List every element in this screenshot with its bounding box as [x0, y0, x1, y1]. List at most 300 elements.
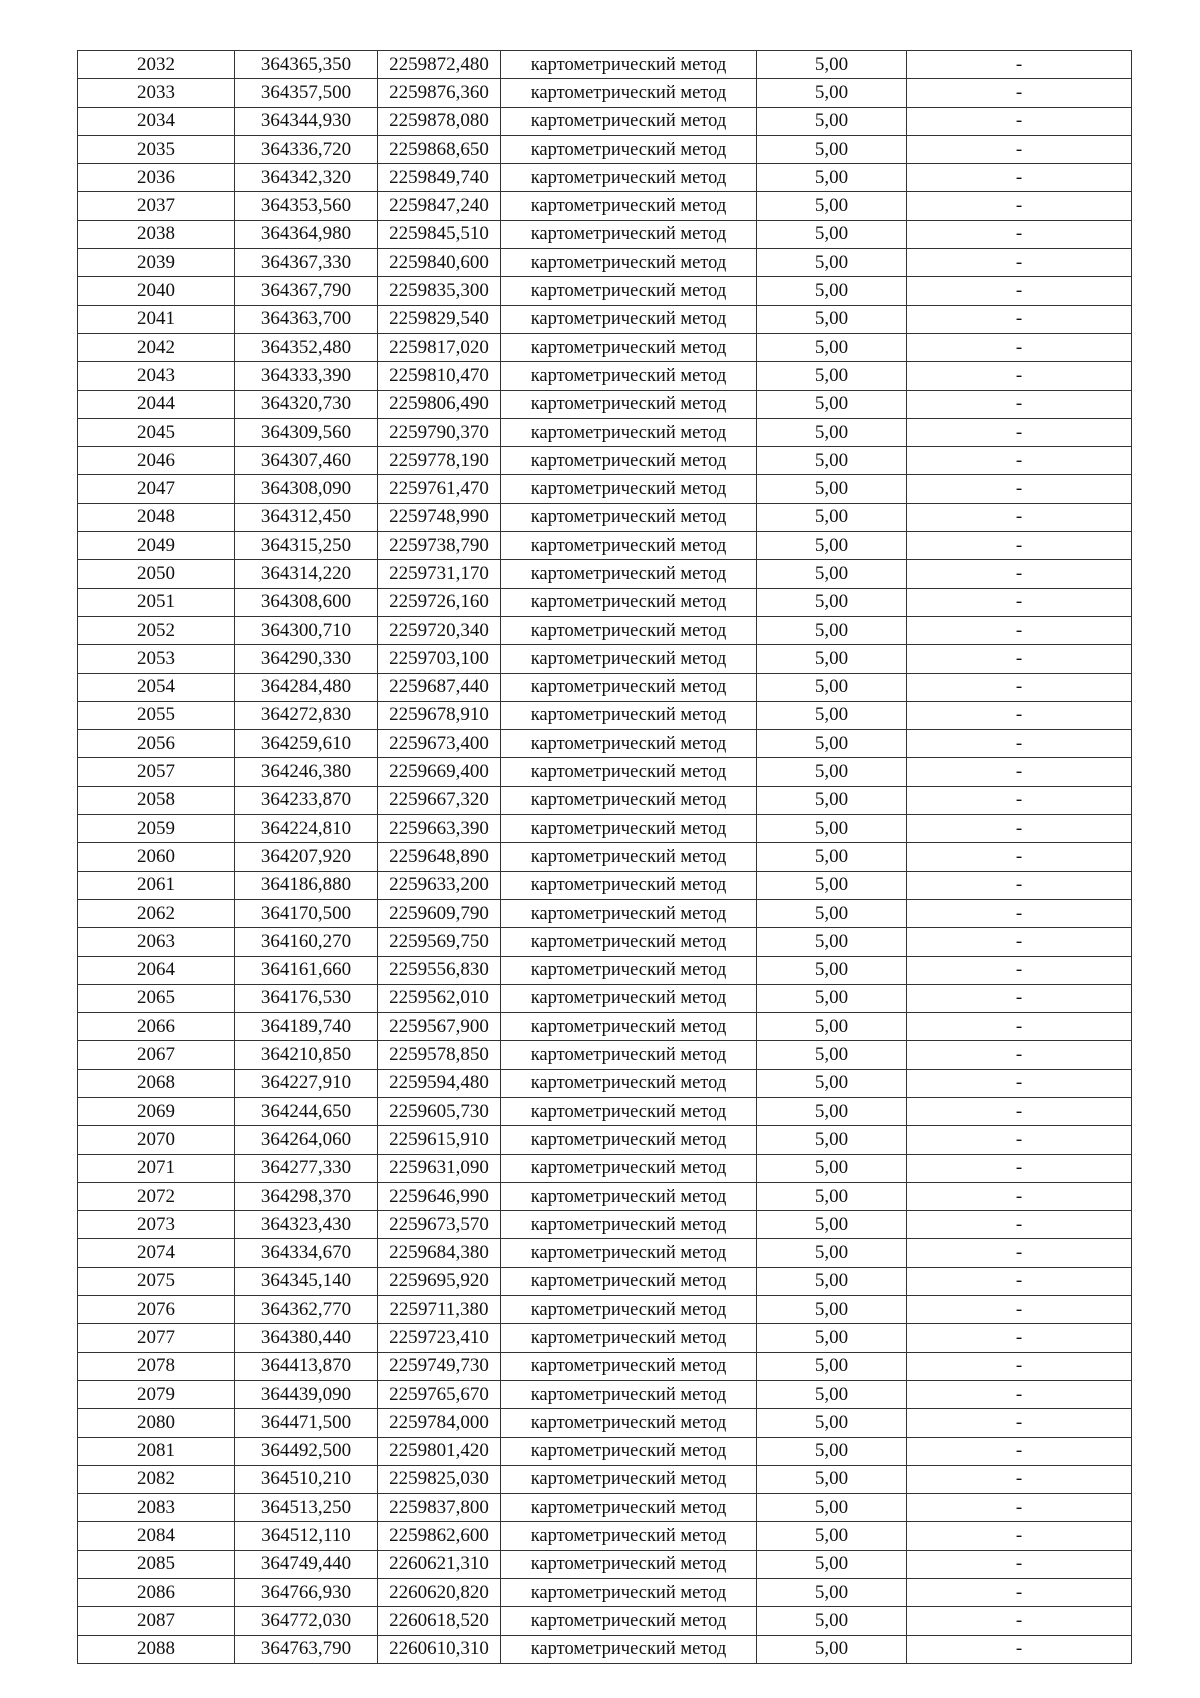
note-cell: -: [907, 51, 1132, 79]
point-number-cell: 2033: [78, 79, 235, 107]
point-number-cell: 2060: [78, 843, 235, 871]
method-cell: картометрический метод: [501, 1380, 757, 1408]
table-row: [78, 871, 1132, 899]
method-cell: картометрический метод: [501, 1522, 757, 1550]
coordinate-x-cell: 364763,790: [235, 1635, 378, 1663]
accuracy-cell: 5,00: [757, 1380, 907, 1408]
accuracy-cell: 5,00: [757, 1437, 907, 1465]
accuracy-cell: 5,00: [757, 588, 907, 616]
method-cell: картометрический метод: [501, 447, 757, 475]
coordinate-x-cell: 364471,500: [235, 1409, 378, 1437]
table-row: [78, 815, 1132, 843]
point-number-cell: 2046: [78, 447, 235, 475]
coordinate-y-cell: 2259765,670: [378, 1380, 501, 1408]
coordinate-y-cell: 2259631,090: [378, 1154, 501, 1182]
method-cell: картометрический метод: [501, 107, 757, 135]
table-row: [78, 475, 1132, 503]
point-number-cell: 2066: [78, 1013, 235, 1041]
coordinates-table: [77, 50, 1132, 1664]
point-number-cell: 2053: [78, 645, 235, 673]
accuracy-cell: 5,00: [757, 701, 907, 729]
method-cell: картометрический метод: [501, 418, 757, 446]
table-row: [78, 1239, 1132, 1267]
note-cell: -: [907, 928, 1132, 956]
method-cell: картометрический метод: [501, 305, 757, 333]
note-cell: -: [907, 1126, 1132, 1154]
accuracy-cell: 5,00: [757, 984, 907, 1012]
coordinate-x-cell: 364186,880: [235, 871, 378, 899]
coordinate-y-cell: 2259562,010: [378, 984, 501, 1012]
table-row: [78, 1182, 1132, 1210]
table-row: [78, 1069, 1132, 1097]
note-cell: -: [907, 1409, 1132, 1437]
point-number-cell: 2032: [78, 51, 235, 79]
table-row: [78, 362, 1132, 390]
coordinate-x-cell: 364308,090: [235, 475, 378, 503]
coordinate-y-cell: 2259673,570: [378, 1211, 501, 1239]
method-cell: картометрический метод: [501, 673, 757, 701]
coordinate-y-cell: 2259648,890: [378, 843, 501, 871]
coordinate-y-cell: 2259726,160: [378, 588, 501, 616]
coordinate-x-cell: 364233,870: [235, 786, 378, 814]
note-cell: -: [907, 1239, 1132, 1267]
coordinate-x-cell: 364357,500: [235, 79, 378, 107]
method-cell: картометрический метод: [501, 1296, 757, 1324]
coordinate-y-cell: 2259556,830: [378, 956, 501, 984]
point-number-cell: 2080: [78, 1409, 235, 1437]
table-row: [78, 645, 1132, 673]
method-cell: картометрический метод: [501, 277, 757, 305]
point-number-cell: 2050: [78, 560, 235, 588]
table-row: [78, 588, 1132, 616]
point-number-cell: 2063: [78, 928, 235, 956]
coordinate-x-cell: 364362,770: [235, 1296, 378, 1324]
coordinate-y-cell: 2259837,800: [378, 1494, 501, 1522]
method-cell: картометрический метод: [501, 1550, 757, 1578]
method-cell: картометрический метод: [501, 362, 757, 390]
coordinate-x-cell: 364364,980: [235, 220, 378, 248]
method-cell: картометрический метод: [501, 1579, 757, 1607]
coordinate-y-cell: 2259703,100: [378, 645, 501, 673]
accuracy-cell: 5,00: [757, 928, 907, 956]
point-number-cell: 2035: [78, 135, 235, 163]
table-row: [78, 928, 1132, 956]
note-cell: -: [907, 588, 1132, 616]
coordinate-y-cell: 2259569,750: [378, 928, 501, 956]
coordinate-y-cell: 2259790,370: [378, 418, 501, 446]
note-cell: -: [907, 1069, 1132, 1097]
table-row: [78, 899, 1132, 927]
coordinate-y-cell: 2259711,380: [378, 1296, 501, 1324]
point-number-cell: 2084: [78, 1522, 235, 1550]
coordinate-x-cell: 364210,850: [235, 1041, 378, 1069]
table-row: [78, 1267, 1132, 1295]
coordinate-y-cell: 2259784,000: [378, 1409, 501, 1437]
coordinate-x-cell: 364365,350: [235, 51, 378, 79]
method-cell: картометрический метод: [501, 871, 757, 899]
method-cell: картометрический метод: [501, 786, 757, 814]
accuracy-cell: 5,00: [757, 333, 907, 361]
method-cell: картометрический метод: [501, 1069, 757, 1097]
coordinate-x-cell: 364259,610: [235, 730, 378, 758]
table-row: [78, 1409, 1132, 1437]
accuracy-cell: 5,00: [757, 1211, 907, 1239]
coordinate-x-cell: 364439,090: [235, 1380, 378, 1408]
coordinate-y-cell: 2259609,790: [378, 899, 501, 927]
note-cell: -: [907, 815, 1132, 843]
table-row: [78, 843, 1132, 871]
coordinate-y-cell: 2259731,170: [378, 560, 501, 588]
coordinate-x-cell: 364749,440: [235, 1550, 378, 1578]
coordinate-y-cell: 2259868,650: [378, 135, 501, 163]
note-cell: -: [907, 164, 1132, 192]
coordinate-x-cell: 364161,660: [235, 956, 378, 984]
method-cell: картометрический метод: [501, 1097, 757, 1125]
coordinate-x-cell: 364492,500: [235, 1437, 378, 1465]
table-row: [78, 277, 1132, 305]
accuracy-cell: 5,00: [757, 645, 907, 673]
accuracy-cell: 5,00: [757, 1494, 907, 1522]
coordinate-y-cell: 2260620,820: [378, 1579, 501, 1607]
note-cell: -: [907, 758, 1132, 786]
point-number-cell: 2083: [78, 1494, 235, 1522]
method-cell: картометрический метод: [501, 1182, 757, 1210]
table-row: [78, 107, 1132, 135]
method-cell: картометрический метод: [501, 333, 757, 361]
accuracy-cell: 5,00: [757, 1465, 907, 1493]
note-cell: -: [907, 475, 1132, 503]
accuracy-cell: 5,00: [757, 871, 907, 899]
method-cell: картометрический метод: [501, 390, 757, 418]
coordinate-y-cell: 2259678,910: [378, 701, 501, 729]
table-row: [78, 503, 1132, 531]
point-number-cell: 2054: [78, 673, 235, 701]
table-row: [78, 1550, 1132, 1578]
accuracy-cell: 5,00: [757, 899, 907, 927]
coordinate-x-cell: 364298,370: [235, 1182, 378, 1210]
table-row: [78, 1352, 1132, 1380]
coordinate-y-cell: 2259801,420: [378, 1437, 501, 1465]
point-number-cell: 2087: [78, 1607, 235, 1635]
coordinate-y-cell: 2259749,730: [378, 1352, 501, 1380]
coordinate-x-cell: 364176,530: [235, 984, 378, 1012]
point-number-cell: 2069: [78, 1097, 235, 1125]
method-cell: картометрический метод: [501, 1324, 757, 1352]
table-row: [78, 135, 1132, 163]
coordinate-x-cell: 364353,560: [235, 192, 378, 220]
accuracy-cell: 5,00: [757, 1607, 907, 1635]
point-number-cell: 2075: [78, 1267, 235, 1295]
coordinate-y-cell: 2259829,540: [378, 305, 501, 333]
method-cell: картометрический метод: [501, 79, 757, 107]
coordinate-y-cell: 2259695,920: [378, 1267, 501, 1295]
note-cell: -: [907, 503, 1132, 531]
coordinate-x-cell: 364312,450: [235, 503, 378, 531]
table-row: [78, 1154, 1132, 1182]
note-cell: -: [907, 843, 1132, 871]
coordinate-x-cell: 364284,480: [235, 673, 378, 701]
point-number-cell: 2052: [78, 616, 235, 644]
method-cell: картометрический метод: [501, 1126, 757, 1154]
coordinate-y-cell: 2259845,510: [378, 220, 501, 248]
accuracy-cell: 5,00: [757, 1267, 907, 1295]
point-number-cell: 2081: [78, 1437, 235, 1465]
point-number-cell: 2073: [78, 1211, 235, 1239]
note-cell: -: [907, 1324, 1132, 1352]
accuracy-cell: 5,00: [757, 1352, 907, 1380]
point-number-cell: 2064: [78, 956, 235, 984]
point-number-cell: 2037: [78, 192, 235, 220]
table-row: [78, 786, 1132, 814]
point-number-cell: 2041: [78, 305, 235, 333]
table-row: [78, 164, 1132, 192]
coordinate-y-cell: 2259825,030: [378, 1465, 501, 1493]
note-cell: -: [907, 1635, 1132, 1663]
accuracy-cell: 5,00: [757, 135, 907, 163]
coordinate-x-cell: 364345,140: [235, 1267, 378, 1295]
point-number-cell: 2085: [78, 1550, 235, 1578]
accuracy-cell: 5,00: [757, 249, 907, 277]
note-cell: -: [907, 1097, 1132, 1125]
method-cell: картометрический метод: [501, 1437, 757, 1465]
point-number-cell: 2070: [78, 1126, 235, 1154]
coordinate-x-cell: 364314,220: [235, 560, 378, 588]
accuracy-cell: 5,00: [757, 1522, 907, 1550]
table-body: [78, 51, 1132, 1664]
accuracy-cell: 5,00: [757, 1579, 907, 1607]
coordinate-x-cell: 364309,560: [235, 418, 378, 446]
point-number-cell: 2076: [78, 1296, 235, 1324]
note-cell: -: [907, 447, 1132, 475]
table-row: [78, 758, 1132, 786]
point-number-cell: 2068: [78, 1069, 235, 1097]
coordinate-x-cell: 364264,060: [235, 1126, 378, 1154]
method-cell: картометрический метод: [501, 503, 757, 531]
coordinate-y-cell: 2259817,020: [378, 333, 501, 361]
table-row: [78, 51, 1132, 79]
point-number-cell: 2047: [78, 475, 235, 503]
note-cell: -: [907, 673, 1132, 701]
method-cell: картометрический метод: [501, 758, 757, 786]
point-number-cell: 2065: [78, 984, 235, 1012]
coordinate-y-cell: 2259667,320: [378, 786, 501, 814]
table-row: [78, 220, 1132, 248]
note-cell: -: [907, 1211, 1132, 1239]
coordinate-y-cell: 2259687,440: [378, 673, 501, 701]
note-cell: -: [907, 362, 1132, 390]
note-cell: -: [907, 107, 1132, 135]
coordinate-y-cell: 2259849,740: [378, 164, 501, 192]
method-cell: картометрический метод: [501, 475, 757, 503]
method-cell: картометрический метод: [501, 1013, 757, 1041]
point-number-cell: 2056: [78, 730, 235, 758]
coordinate-x-cell: 364513,250: [235, 1494, 378, 1522]
coordinate-y-cell: 2259748,990: [378, 503, 501, 531]
accuracy-cell: 5,00: [757, 418, 907, 446]
method-cell: картометрический метод: [501, 1465, 757, 1493]
table-row: [78, 1380, 1132, 1408]
table-row: [78, 1494, 1132, 1522]
coordinate-y-cell: 2259778,190: [378, 447, 501, 475]
table-row: [78, 1296, 1132, 1324]
table-row: [78, 1522, 1132, 1550]
table-row: [78, 616, 1132, 644]
coordinate-x-cell: 364344,930: [235, 107, 378, 135]
note-cell: -: [907, 277, 1132, 305]
coordinate-x-cell: 364512,110: [235, 1522, 378, 1550]
accuracy-cell: 5,00: [757, 843, 907, 871]
note-cell: -: [907, 984, 1132, 1012]
point-number-cell: 2086: [78, 1579, 235, 1607]
coordinate-y-cell: 2259669,400: [378, 758, 501, 786]
method-cell: картометрический метод: [501, 815, 757, 843]
coordinate-x-cell: 364367,330: [235, 249, 378, 277]
point-number-cell: 2055: [78, 701, 235, 729]
note-cell: -: [907, 1579, 1132, 1607]
method-cell: картометрический метод: [501, 1211, 757, 1239]
point-number-cell: 2071: [78, 1154, 235, 1182]
accuracy-cell: 5,00: [757, 1635, 907, 1663]
accuracy-cell: 5,00: [757, 305, 907, 333]
coordinate-y-cell: 2259862,600: [378, 1522, 501, 1550]
note-cell: -: [907, 1437, 1132, 1465]
accuracy-cell: 5,00: [757, 1409, 907, 1437]
method-cell: картометрический метод: [501, 532, 757, 560]
coordinate-x-cell: 364227,910: [235, 1069, 378, 1097]
note-cell: -: [907, 249, 1132, 277]
table-row: [78, 1211, 1132, 1239]
note-cell: -: [907, 560, 1132, 588]
note-cell: -: [907, 418, 1132, 446]
accuracy-cell: 5,00: [757, 1041, 907, 1069]
coordinate-y-cell: 2259605,730: [378, 1097, 501, 1125]
note-cell: -: [907, 956, 1132, 984]
note-cell: -: [907, 1041, 1132, 1069]
coordinate-y-cell: 2260621,310: [378, 1550, 501, 1578]
note-cell: -: [907, 786, 1132, 814]
coordinate-y-cell: 2259810,470: [378, 362, 501, 390]
table-row: [78, 192, 1132, 220]
point-number-cell: 2034: [78, 107, 235, 135]
accuracy-cell: 5,00: [757, 616, 907, 644]
accuracy-cell: 5,00: [757, 475, 907, 503]
table-row: [78, 1607, 1132, 1635]
method-cell: картометрический метод: [501, 51, 757, 79]
coordinate-x-cell: 364342,320: [235, 164, 378, 192]
note-cell: -: [907, 390, 1132, 418]
coordinate-x-cell: 364772,030: [235, 1607, 378, 1635]
table-row: [78, 305, 1132, 333]
coordinate-y-cell: 2259806,490: [378, 390, 501, 418]
note-cell: -: [907, 333, 1132, 361]
point-number-cell: 2049: [78, 532, 235, 560]
accuracy-cell: 5,00: [757, 1126, 907, 1154]
coordinate-y-cell: 2259738,790: [378, 532, 501, 560]
accuracy-cell: 5,00: [757, 362, 907, 390]
table-row: [78, 1635, 1132, 1663]
method-cell: картометрический метод: [501, 616, 757, 644]
accuracy-cell: 5,00: [757, 1182, 907, 1210]
method-cell: картометрический метод: [501, 192, 757, 220]
table-row: [78, 1013, 1132, 1041]
table-row: [78, 701, 1132, 729]
note-cell: -: [907, 730, 1132, 758]
coordinate-x-cell: 364300,710: [235, 616, 378, 644]
note-cell: -: [907, 1494, 1132, 1522]
method-cell: картометрический метод: [501, 249, 757, 277]
coordinate-x-cell: 364334,670: [235, 1239, 378, 1267]
note-cell: -: [907, 1465, 1132, 1493]
method-cell: картометрический метод: [501, 1352, 757, 1380]
point-number-cell: 2048: [78, 503, 235, 531]
coordinate-y-cell: 2259567,900: [378, 1013, 501, 1041]
accuracy-cell: 5,00: [757, 79, 907, 107]
accuracy-cell: 5,00: [757, 447, 907, 475]
method-cell: картометрический метод: [501, 1635, 757, 1663]
accuracy-cell: 5,00: [757, 956, 907, 984]
note-cell: -: [907, 1522, 1132, 1550]
note-cell: -: [907, 645, 1132, 673]
point-number-cell: 2058: [78, 786, 235, 814]
coordinate-y-cell: 2259847,240: [378, 192, 501, 220]
note-cell: -: [907, 1154, 1132, 1182]
coordinate-x-cell: 364224,810: [235, 815, 378, 843]
accuracy-cell: 5,00: [757, 1013, 907, 1041]
coordinate-y-cell: 2259761,470: [378, 475, 501, 503]
point-number-cell: 2062: [78, 899, 235, 927]
note-cell: -: [907, 1352, 1132, 1380]
coordinate-y-cell: 2259872,480: [378, 51, 501, 79]
coordinate-x-cell: 364272,830: [235, 701, 378, 729]
note-cell: -: [907, 532, 1132, 560]
accuracy-cell: 5,00: [757, 1239, 907, 1267]
coordinate-y-cell: 2259878,080: [378, 107, 501, 135]
note-cell: -: [907, 1607, 1132, 1635]
accuracy-cell: 5,00: [757, 1296, 907, 1324]
note-cell: -: [907, 1296, 1132, 1324]
point-number-cell: 2042: [78, 333, 235, 361]
point-number-cell: 2088: [78, 1635, 235, 1663]
point-number-cell: 2074: [78, 1239, 235, 1267]
method-cell: картометрический метод: [501, 588, 757, 616]
method-cell: картометрический метод: [501, 984, 757, 1012]
coordinate-x-cell: 364380,440: [235, 1324, 378, 1352]
point-number-cell: 2061: [78, 871, 235, 899]
method-cell: картометрический метод: [501, 956, 757, 984]
coordinate-y-cell: 2259840,600: [378, 249, 501, 277]
accuracy-cell: 5,00: [757, 390, 907, 418]
table-row: [78, 390, 1132, 418]
point-number-cell: 2082: [78, 1465, 235, 1493]
point-number-cell: 2040: [78, 277, 235, 305]
coordinate-y-cell: 2259615,910: [378, 1126, 501, 1154]
table-row: [78, 1324, 1132, 1352]
table-row: [78, 1579, 1132, 1607]
note-cell: -: [907, 1267, 1132, 1295]
accuracy-cell: 5,00: [757, 1097, 907, 1125]
table-row: [78, 1465, 1132, 1493]
coordinate-x-cell: 364307,460: [235, 447, 378, 475]
table-row: [78, 249, 1132, 277]
coordinate-x-cell: 364352,480: [235, 333, 378, 361]
coordinate-x-cell: 364413,870: [235, 1352, 378, 1380]
method-cell: картометрический метод: [501, 645, 757, 673]
coordinate-y-cell: 2259835,300: [378, 277, 501, 305]
table-row: [78, 560, 1132, 588]
note-cell: -: [907, 871, 1132, 899]
coordinate-x-cell: 364315,250: [235, 532, 378, 560]
coordinate-x-cell: 364160,270: [235, 928, 378, 956]
